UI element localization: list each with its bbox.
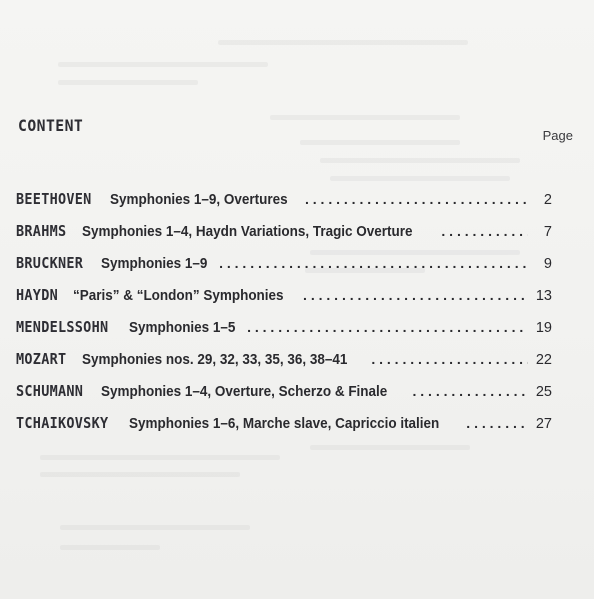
page-number: 22 [535,352,552,368]
works-title: Symphonies nos. 29, 32, 33, 35, 36, 38–41 [82,352,348,368]
works-title: Symphonies 1–6, Marche slave, Capriccio italien [128,416,439,432]
works-title: Symphonies 1–5 [128,320,236,336]
dot-leader [412,383,528,399]
composer-name: BRUCKNER [16,254,84,272]
composer-name: MENDELSSOHN [16,318,109,336]
works-title: Symphonies 1–9, Overtures [109,192,288,208]
page-number: 2 [543,192,552,208]
toc-entry-brahms [16,222,552,254]
dot-leader [371,351,528,367]
contents-heading: CONTENT [18,116,84,135]
toc-entry-beethoven [16,190,552,222]
composer-name: SCHUMANN [16,382,84,400]
composer-name: MOZART [16,350,67,368]
works-title: Symphonies 1–4, Haydn Variations, Tragic Overture [82,224,413,240]
table-of-contents [16,190,552,446]
page-number: 19 [535,320,552,336]
composer-name: BEETHOVEN [16,190,92,208]
composer-name: HAYDN [16,286,58,304]
page-number: 7 [543,224,552,240]
toc-entry-schumann [16,382,552,414]
dot-leader [441,223,528,239]
dot-leader [466,415,528,431]
toc-entry-bruckner [16,254,552,286]
page-number: 13 [535,288,552,304]
works-title: “Paris” & “London” Symphonies [72,288,284,304]
page-number: 9 [543,256,552,272]
toc-entry-haydn [16,286,552,318]
composer-name: BRAHMS [16,222,67,240]
page-column-label: Page [542,128,573,143]
works-title: Symphonies 1–4, Overture, Scherzo & Finale [100,384,387,400]
dot-leader [303,287,528,303]
page-number: 27 [535,416,552,432]
dot-leader [305,191,528,207]
page-number: 25 [535,384,552,400]
toc-entry-mendelssohn [16,318,552,350]
dot-leader [247,319,528,335]
toc-entry-mozart [16,350,552,382]
composer-name: TCHAIKOVSKY [16,414,109,432]
dot-leader [219,255,528,271]
works-title: Symphonies 1–9 [100,256,208,272]
toc-entry-tchaikovsky [16,414,552,446]
